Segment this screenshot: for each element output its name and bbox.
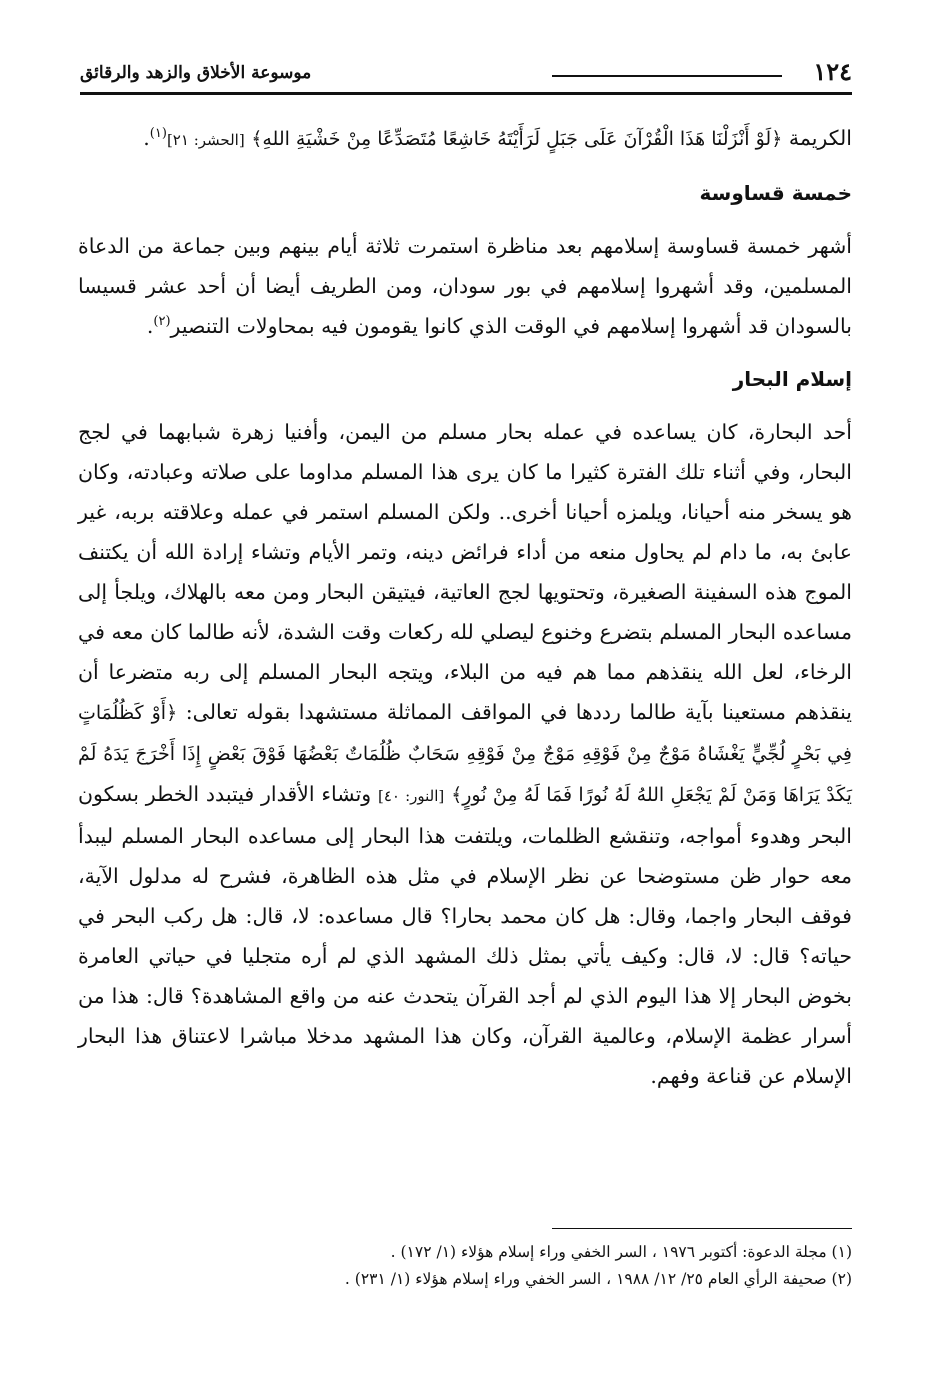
section-paragraph	[78, 412, 852, 1096]
paragraph-text: وتشاء الأقدار فيتبدد الخطر بسكون البحر وهدوء أمواجه، وتنقشع الظلمات، ويلتفت هذا البحار إلى مساعده البحار المسلم ليبدأ معه حوار ظن مستوضحا عن نظر الإسلام في مثل هذه الظاهرة، فشرح له مدلول الآية، فوقف البحار واجما، وقال: هل كان محمد بحارا؟ قال مساعده: لا، قال: هل ركب البحر في حياته؟ قال: لا، قال: وكيف يأتي بمثل ذلك المشهد الذي لم أره متجليا في حياتي العامرة بخوض البحار إلا هذا اليوم الذي لم أجد القرآن يتحدث عنه من واقع المشاهدة؟ قال: هذا من أسرار عظمة الإسلام، وعالمية القرآن، وكان هذا المشهد مدخلا مباشرا لاعتناق هذا البحار الإسلام عن قناعة وفهم.	[78, 782, 852, 1088]
footnote-marker: (٢)	[153, 314, 171, 330]
footnote: (١) مجلة الدعوة: أكتوبر ١٩٧٦ ، السر الخفي وراء إسلام هؤلاء (١/ ١٧٢) .	[390, 1243, 852, 1261]
verse-reference: [الحشر: ٢١]	[166, 131, 245, 149]
footnote-divider	[552, 1228, 852, 1229]
header-rule	[552, 75, 782, 77]
paragraph-text: أشهر خمسة قساوسة إسلامهم بعد مناظرة استمرت ثلاثة أيام بينهم وبين جماعة من الدعاة المسلمين، وقد أشهروا إسلامهم في بور سودان، ومن الطريف أيضا أن أحد عشر قسيسا بالسودان قد أشهروا إسلامهم في الوقت الذي كانوا يقومون فيه بمحاولات التنصير	[78, 234, 852, 338]
footnotes	[78, 1228, 852, 1293]
section-paragraph	[78, 226, 852, 346]
page-number: ١٢٤	[813, 57, 852, 86]
paragraph-text: أحد البحارة، كان يساعده في عمله بحار مسلم من اليمن، وأفنيا زهرة شبابهما في لجج البحار، وفي أثناء تلك الفترة كثيرا ما كان يرى هذا المسلم مداوما على صلاته وعبادته، وكان هو يسخر منه أحيانا، ويلمزه أحيانا أخرى.. ولكن المسلم استمر في عمله وعلاقته بربه، غير عابئ به، ما دام لم يحاول منعه من أداء فرائض دينه، وتمر الأيام وتشاء إرادة الله أن يكتنف الموج هذه السفينة الصغيرة، وتحتويها لجج العاتية، فيتيقن البحار ومن معه بالهلاك، ويلجأ إلى مساعده البحار المسلم بتضرع وخنوع ليصلي لله ركعات وقت الشدة، لأنه طالما كان معه في الرخاء، لعل الله ينقذهم مما هم فيه من البلاء، ويتجه البحار المسلم إلى ربه متضرعا أن ينقذهم مستعينا بآية طالما رددها في المواقف المماثلة مستشهدا بقوله تعالى:	[78, 420, 852, 724]
page-header	[80, 58, 852, 92]
sentence-end: .	[146, 314, 154, 338]
section-heading: إسلام البحار	[732, 367, 852, 391]
intro-lead: الكريمة	[788, 126, 852, 150]
section-heading: خمسة قساوسة	[699, 181, 852, 205]
running-title: موسوعة الأخلاق والزهد والرقائق	[80, 63, 312, 83]
footnote-marker: (١)	[149, 126, 167, 142]
verse-reference: [النور: ٤٠]	[378, 787, 445, 805]
footnote: (٢) صحيفة الرأي العام ٢٥/ ١٢/ ١٩٨٨ ، السر الخفي وراء إسلام هؤلاء (١/ ٢٣١) .	[344, 1270, 852, 1288]
quran-verse: ﴿أَوْ كَظُلُمَاتٍ فِي بَحْرٍ لُجِّيٍّ يَغْشَاهُ مَوْجٌ مِنْ فَوْقِهِ مَوْجٌ مِنْ فَوْقِهِ سَحَابٌ ظُلُمَاتٌ بَعْضُهَا فَوْقَ بَعْضٍ إِذَا أَخْرَجَ يَدَهُ لَمْ يَكَدْ يَرَاهَا وَمَنْ لَمْ يَجْعَلِ اللهُ لَهُ نُورًا فَمَا لَهُ مِنْ نُورٍ﴾	[78, 702, 852, 806]
sentence-end: .	[143, 126, 150, 150]
quran-verse: ﴿لَوْ أَنْزَلْنَا هَذَا الْقُرْآنَ عَلَى جَبَلٍ لَرَأَيْتَهُ خَاشِعًا مُتَصَدِّعًا مِنْ خَشْيَةِ اللهِ﴾	[251, 128, 783, 150]
header-divider	[80, 92, 852, 95]
page-body	[78, 118, 852, 1096]
intro-paragraph	[78, 118, 852, 160]
